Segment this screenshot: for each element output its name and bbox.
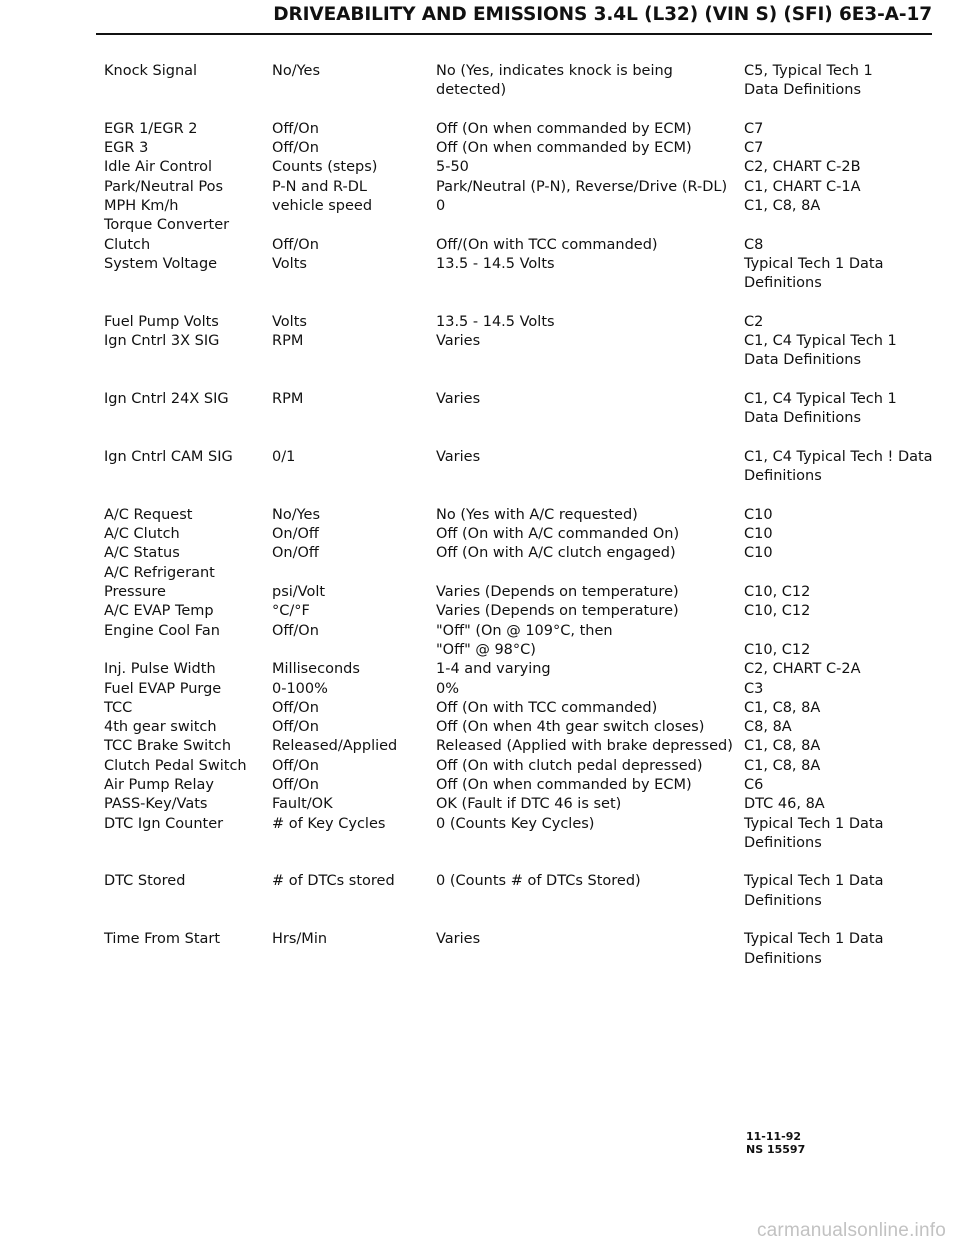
reference-cell bbox=[744, 930, 940, 969]
units-line: Off/On bbox=[272, 757, 319, 774]
parameter-line: EGR 3 bbox=[104, 140, 149, 157]
units-line: psi/Volt bbox=[272, 584, 326, 601]
reference-line: C1, C8, 8A bbox=[744, 757, 821, 774]
units-line: 0-100% bbox=[272, 680, 328, 697]
footer-date: 11-11-92 bbox=[746, 1130, 802, 1143]
parameter-line: Engine Cool Fan bbox=[104, 622, 220, 639]
parameter-cell bbox=[104, 62, 268, 81]
units-cell bbox=[272, 930, 432, 949]
table-row bbox=[104, 255, 944, 313]
typical-value-line: No (Yes with A/C requested) bbox=[436, 506, 638, 523]
parameter-line: MPH Km/h bbox=[104, 198, 179, 215]
reference-line: C1, C4 Typical Tech ! Data bbox=[744, 448, 933, 465]
units-line bbox=[272, 564, 432, 583]
parameter-cell bbox=[104, 815, 268, 834]
units-line bbox=[272, 216, 432, 235]
units-cell bbox=[272, 62, 432, 81]
typical-value-cell bbox=[436, 332, 740, 351]
typical-value-line: 0 (Counts # of DTCs Stored) bbox=[436, 873, 641, 890]
parameter-line: DTC Ign Counter bbox=[104, 815, 224, 832]
parameter-cell bbox=[104, 602, 268, 621]
typical-value-cell bbox=[436, 448, 740, 467]
units-line: RPM bbox=[272, 333, 304, 350]
units-cell bbox=[272, 564, 432, 603]
units-line: Counts (steps) bbox=[272, 159, 378, 176]
reference-line: Typical Tech 1 Data bbox=[744, 815, 884, 832]
reference-line: C1, C4 Typical Tech 1 bbox=[744, 333, 897, 350]
units-cell bbox=[272, 622, 432, 641]
parameter-line: A/C Clutch bbox=[104, 526, 180, 543]
parameter-line: EGR 1/EGR 2 bbox=[104, 120, 198, 137]
typical-value-line bbox=[436, 216, 740, 235]
typical-value-line: Off (On with clutch pedal depressed) bbox=[436, 757, 703, 774]
reference-cell bbox=[744, 680, 940, 699]
typical-value-cell bbox=[436, 795, 740, 814]
units-line: Hrs/Min bbox=[272, 931, 328, 948]
typical-value-cell bbox=[436, 197, 740, 216]
typical-value-cell bbox=[436, 216, 740, 255]
parameter-line: Torque Converter bbox=[104, 217, 230, 234]
reference-line: Definitions bbox=[744, 950, 822, 967]
units-line: On/Off bbox=[272, 526, 319, 543]
reference-cell bbox=[744, 313, 940, 332]
table-row bbox=[104, 757, 944, 776]
header-rule bbox=[96, 33, 932, 35]
typical-value-cell bbox=[436, 680, 740, 699]
parameter-cell bbox=[104, 197, 268, 216]
reference-cell bbox=[744, 544, 940, 563]
units-line: °C/°F bbox=[272, 603, 310, 620]
table-row bbox=[104, 564, 944, 603]
units-cell bbox=[272, 158, 432, 177]
typical-value-line: "Off" @ 98°C) bbox=[436, 641, 536, 658]
reference-cell bbox=[744, 448, 940, 487]
units-cell bbox=[272, 680, 432, 699]
units-cell bbox=[272, 815, 432, 834]
typical-value-line: "Off" (On @ 109°C, then bbox=[436, 622, 613, 639]
reference-cell bbox=[744, 699, 940, 718]
parameter-cell bbox=[104, 448, 268, 467]
parameter-cell bbox=[104, 158, 268, 177]
typical-value-cell bbox=[436, 737, 740, 756]
units-line: Fault/OK bbox=[272, 796, 333, 813]
reference-line: C10, C12 bbox=[744, 584, 811, 601]
parameter-cell bbox=[104, 622, 268, 641]
typical-value-line: Off (On with A/C clutch engaged) bbox=[436, 545, 676, 562]
typical-value-line: No (Yes, indicates knock is being bbox=[436, 63, 673, 79]
data-table bbox=[104, 62, 944, 988]
page-header: DRIVEABILITY AND EMISSIONS 3.4L (L32) (VIN S) (SFI) 6E3-A-17 bbox=[273, 4, 932, 25]
reference-line: Typical Tech 1 Data bbox=[744, 931, 884, 948]
parameter-line: A/C Refrigerant bbox=[104, 564, 215, 581]
typical-value-line: Off (On when commanded by ECM) bbox=[436, 776, 692, 793]
units-line: Milliseconds bbox=[272, 661, 360, 678]
parameter-cell bbox=[104, 737, 268, 756]
parameter-line: Ign Cntrl CAM SIG bbox=[104, 448, 233, 465]
parameter-cell bbox=[104, 216, 268, 255]
typical-value-line: 0% bbox=[436, 680, 460, 697]
typical-value-cell bbox=[436, 757, 740, 776]
reference-cell bbox=[744, 255, 940, 294]
table-row bbox=[104, 197, 944, 216]
units-line: Off/On bbox=[272, 120, 319, 137]
table-row bbox=[104, 525, 944, 544]
units-line: Off/On bbox=[272, 776, 319, 793]
reference-line: C7 bbox=[744, 140, 764, 157]
table-row bbox=[104, 622, 944, 661]
units-line: Volts bbox=[272, 255, 307, 272]
table-row bbox=[104, 872, 944, 930]
parameter-cell bbox=[104, 139, 268, 158]
watermark: carmanualsonline.info bbox=[756, 1220, 946, 1241]
parameter-line: A/C EVAP Temp bbox=[104, 603, 214, 620]
typical-value-cell bbox=[436, 178, 740, 197]
units-cell bbox=[272, 216, 432, 255]
typical-value-line: 5-50 bbox=[436, 159, 469, 176]
parameter-cell bbox=[104, 680, 268, 699]
table-row bbox=[104, 776, 944, 795]
reference-line: Definitions bbox=[744, 834, 822, 851]
units-cell bbox=[272, 737, 432, 756]
units-line: # of Key Cycles bbox=[272, 815, 386, 832]
parameter-line: Time From Start bbox=[104, 931, 221, 948]
reference-cell bbox=[744, 757, 940, 776]
reference-line: C1, C4 Typical Tech 1 bbox=[744, 391, 897, 408]
units-cell bbox=[272, 197, 432, 216]
parameter-cell bbox=[104, 544, 268, 563]
reference-cell bbox=[744, 62, 940, 101]
table-row bbox=[104, 544, 944, 563]
units-line: No/Yes bbox=[272, 506, 321, 523]
units-cell bbox=[272, 332, 432, 351]
reference-line bbox=[744, 216, 940, 235]
reference-line: C8 bbox=[744, 236, 764, 253]
parameter-cell bbox=[104, 390, 268, 409]
typical-value-cell bbox=[436, 564, 740, 603]
table-row bbox=[104, 390, 944, 448]
parameter-line: Fuel EVAP Purge bbox=[104, 680, 222, 697]
reference-line: Definitions bbox=[744, 275, 822, 292]
table-row bbox=[104, 718, 944, 737]
typical-value-line: Varies (Depends on temperature) bbox=[436, 603, 679, 620]
parameter-line: Clutch Pedal Switch bbox=[104, 757, 247, 774]
units-line: Off/On bbox=[272, 236, 319, 253]
reference-cell bbox=[744, 564, 940, 603]
units-cell bbox=[272, 660, 432, 679]
units-line: RPM bbox=[272, 391, 304, 408]
reference-cell bbox=[744, 139, 940, 158]
reference-cell bbox=[744, 718, 940, 737]
typical-value-cell bbox=[436, 544, 740, 563]
parameter-line: System Voltage bbox=[104, 255, 218, 272]
parameter-line: A/C Status bbox=[104, 545, 180, 562]
typical-value-cell bbox=[436, 622, 740, 661]
typical-value-line: 13.5 - 14.5 Volts bbox=[436, 313, 555, 330]
reference-line: Data Definitions bbox=[744, 82, 861, 99]
typical-value-cell bbox=[436, 506, 740, 525]
reference-line: C3 bbox=[744, 680, 764, 697]
table-row bbox=[104, 158, 944, 177]
reference-cell bbox=[744, 158, 940, 177]
typical-value-cell bbox=[436, 525, 740, 544]
units-cell bbox=[272, 120, 432, 139]
typical-value-cell bbox=[436, 139, 740, 158]
parameter-cell bbox=[104, 525, 268, 544]
parameter-line: Clutch bbox=[104, 236, 151, 253]
parameter-line: Ign Cntrl 3X SIG bbox=[104, 333, 220, 350]
reference-line: C8, 8A bbox=[744, 719, 792, 736]
table-row bbox=[104, 62, 944, 120]
typical-value-line: Varies bbox=[436, 333, 481, 350]
typical-value-line: Park/Neutral (P-N), Reverse/Drive (R-DL) bbox=[436, 178, 728, 195]
parameter-line: Ign Cntrl 24X SIG bbox=[104, 391, 229, 408]
parameter-line: PASS-Key/Vats bbox=[104, 796, 208, 813]
table-row bbox=[104, 332, 944, 390]
parameter-line: 4th gear switch bbox=[104, 719, 217, 736]
units-line: Off/On bbox=[272, 719, 319, 736]
parameter-cell bbox=[104, 872, 268, 891]
units-line: Off/On bbox=[272, 140, 319, 157]
typical-value-line: Varies bbox=[436, 931, 481, 948]
reference-cell bbox=[744, 815, 940, 854]
typical-value-line: Varies bbox=[436, 448, 481, 465]
parameter-cell bbox=[104, 313, 268, 332]
footer-code: NS 15597 bbox=[746, 1143, 806, 1156]
units-line: Off/On bbox=[272, 699, 319, 716]
table-row bbox=[104, 120, 944, 139]
typical-value-cell bbox=[436, 776, 740, 795]
parameter-cell bbox=[104, 120, 268, 139]
reference-line: C10 bbox=[744, 545, 773, 562]
parameter-cell bbox=[104, 506, 268, 525]
reference-line: C7 bbox=[744, 120, 764, 137]
typical-value-line: 13.5 - 14.5 Volts bbox=[436, 255, 555, 272]
typical-value-cell bbox=[436, 255, 740, 274]
footer bbox=[746, 1130, 805, 1156]
reference-cell bbox=[744, 178, 940, 197]
reference-line: C5, Typical Tech 1 bbox=[744, 63, 873, 79]
units-cell bbox=[272, 525, 432, 544]
parameter-line: Pressure bbox=[104, 584, 166, 601]
reference-line: C10, C12 bbox=[744, 641, 811, 658]
reference-line: C2 bbox=[744, 313, 764, 330]
reference-line: Data Definitions bbox=[744, 410, 861, 427]
units-line: # of DTCs stored bbox=[272, 873, 395, 890]
table-row bbox=[104, 737, 944, 756]
parameter-cell bbox=[104, 757, 268, 776]
typical-value-line: Varies bbox=[436, 391, 481, 408]
reference-cell bbox=[744, 506, 940, 525]
reference-line: C1, C8, 8A bbox=[744, 699, 821, 716]
reference-cell bbox=[744, 795, 940, 814]
typical-value-line: Off (On when 4th gear switch closes) bbox=[436, 719, 705, 736]
reference-cell bbox=[744, 120, 940, 139]
reference-line: C6 bbox=[744, 776, 764, 793]
units-cell bbox=[272, 795, 432, 814]
table-row bbox=[104, 139, 944, 158]
units-line: P-N and R-DL bbox=[272, 178, 367, 195]
table-row bbox=[104, 930, 944, 988]
typical-value-line: Off (On with A/C commanded On) bbox=[436, 526, 680, 543]
units-cell bbox=[272, 544, 432, 563]
typical-value-cell bbox=[436, 158, 740, 177]
typical-value-line: Off (On with TCC commanded) bbox=[436, 699, 658, 716]
parameter-line: Inj. Pulse Width bbox=[104, 661, 216, 678]
units-line: vehicle speed bbox=[272, 198, 373, 215]
units-cell bbox=[272, 718, 432, 737]
reference-line: Typical Tech 1 Data bbox=[744, 255, 884, 272]
reference-line: C1, C8, 8A bbox=[744, 198, 821, 215]
typical-value-line bbox=[436, 564, 740, 583]
units-line: On/Off bbox=[272, 545, 319, 562]
parameter-cell bbox=[104, 178, 268, 197]
table-row bbox=[104, 506, 944, 525]
units-cell bbox=[272, 139, 432, 158]
typical-value-line: detected) bbox=[436, 82, 507, 99]
reference-cell bbox=[744, 602, 940, 621]
reference-line: C10, C12 bbox=[744, 603, 811, 620]
parameter-line: A/C Request bbox=[104, 506, 193, 523]
typical-value-cell bbox=[436, 699, 740, 718]
table-row bbox=[104, 699, 944, 718]
reference-line: C10 bbox=[744, 506, 773, 523]
typical-value-line: Off (On when commanded by ECM) bbox=[436, 120, 692, 137]
typical-value-cell bbox=[436, 815, 740, 834]
units-line: Volts bbox=[272, 313, 307, 330]
typical-value-cell bbox=[436, 120, 740, 139]
parameter-line: Fuel Pump Volts bbox=[104, 313, 219, 330]
units-cell bbox=[272, 255, 432, 274]
reference-cell bbox=[744, 737, 940, 756]
table-row bbox=[104, 795, 944, 814]
parameter-line: Idle Air Control bbox=[104, 159, 212, 176]
units-cell bbox=[272, 776, 432, 795]
reference-line: C2, CHART C-2B bbox=[744, 159, 861, 176]
table-row bbox=[104, 216, 944, 255]
units-cell bbox=[272, 872, 432, 891]
typical-value-cell bbox=[436, 872, 740, 891]
units-cell bbox=[272, 178, 432, 197]
typical-value-cell bbox=[436, 718, 740, 737]
reference-line: C1, C8, 8A bbox=[744, 738, 821, 755]
reference-cell bbox=[744, 776, 940, 795]
reference-line: C1, CHART C-1A bbox=[744, 178, 861, 195]
reference-cell bbox=[744, 216, 940, 255]
reference-line: Definitions bbox=[744, 892, 822, 909]
units-cell bbox=[272, 602, 432, 621]
reference-cell bbox=[744, 525, 940, 544]
reference-line: Typical Tech 1 Data bbox=[744, 873, 884, 890]
reference-cell bbox=[744, 660, 940, 679]
units-line: Off/On bbox=[272, 622, 319, 639]
units-cell bbox=[272, 390, 432, 409]
parameter-cell bbox=[104, 776, 268, 795]
table-row bbox=[104, 680, 944, 699]
parameter-line: Air Pump Relay bbox=[104, 776, 214, 793]
typical-value-line: 0 (Counts Key Cycles) bbox=[436, 815, 595, 832]
typical-value-cell bbox=[436, 602, 740, 621]
typical-value-cell bbox=[436, 62, 740, 101]
table-row bbox=[104, 815, 944, 873]
typical-value-line: 1-4 and varying bbox=[436, 661, 551, 678]
table-row bbox=[104, 660, 944, 679]
reference-line: C2, CHART C-2A bbox=[744, 661, 861, 678]
typical-value-line: Off (On when commanded by ECM) bbox=[436, 140, 692, 157]
parameter-line: TCC bbox=[104, 699, 133, 716]
typical-value-line: Released (Applied with brake depressed) bbox=[436, 738, 733, 755]
parameter-cell bbox=[104, 660, 268, 679]
units-line: 0/1 bbox=[272, 448, 296, 465]
reference-cell bbox=[744, 872, 940, 911]
table-row bbox=[104, 448, 944, 506]
typical-value-cell bbox=[436, 930, 740, 949]
typical-value-line: Off/(On with TCC commanded) bbox=[436, 236, 658, 253]
parameter-line: Knock Signal bbox=[104, 63, 198, 79]
typical-value-line: Varies (Depends on temperature) bbox=[436, 584, 679, 601]
typical-value-cell bbox=[436, 390, 740, 409]
typical-value-line: 0 bbox=[436, 198, 446, 215]
parameter-cell bbox=[104, 564, 268, 603]
parameter-cell bbox=[104, 332, 268, 351]
parameter-line: DTC Stored bbox=[104, 873, 186, 890]
units-line: Released/Applied bbox=[272, 738, 398, 755]
reference-line bbox=[744, 622, 940, 641]
parameter-line: TCC Brake Switch bbox=[104, 738, 232, 755]
units-cell bbox=[272, 448, 432, 467]
parameter-cell bbox=[104, 795, 268, 814]
typical-value-cell bbox=[436, 313, 740, 332]
reference-line: C10 bbox=[744, 526, 773, 543]
reference-line bbox=[744, 564, 940, 583]
units-cell bbox=[272, 313, 432, 332]
parameter-cell bbox=[104, 699, 268, 718]
reference-cell bbox=[744, 197, 940, 216]
reference-line: Definitions bbox=[744, 468, 822, 485]
table-row bbox=[104, 178, 944, 197]
table-row bbox=[104, 313, 944, 332]
units-cell bbox=[272, 757, 432, 776]
reference-line: DTC 46, 8A bbox=[744, 796, 825, 813]
reference-cell bbox=[744, 332, 940, 371]
typical-value-cell bbox=[436, 660, 740, 679]
parameter-cell bbox=[104, 930, 268, 949]
typical-value-line: OK (Fault if DTC 46 is set) bbox=[436, 796, 622, 813]
table-row bbox=[104, 602, 944, 621]
parameter-cell bbox=[104, 718, 268, 737]
units-line: No/Yes bbox=[272, 63, 321, 79]
parameter-line: Park/Neutral Pos bbox=[104, 178, 224, 195]
reference-cell bbox=[744, 390, 940, 429]
units-cell bbox=[272, 506, 432, 525]
reference-cell bbox=[744, 622, 940, 661]
units-cell bbox=[272, 699, 432, 718]
reference-line: Data Definitions bbox=[744, 352, 861, 369]
parameter-cell bbox=[104, 255, 268, 274]
